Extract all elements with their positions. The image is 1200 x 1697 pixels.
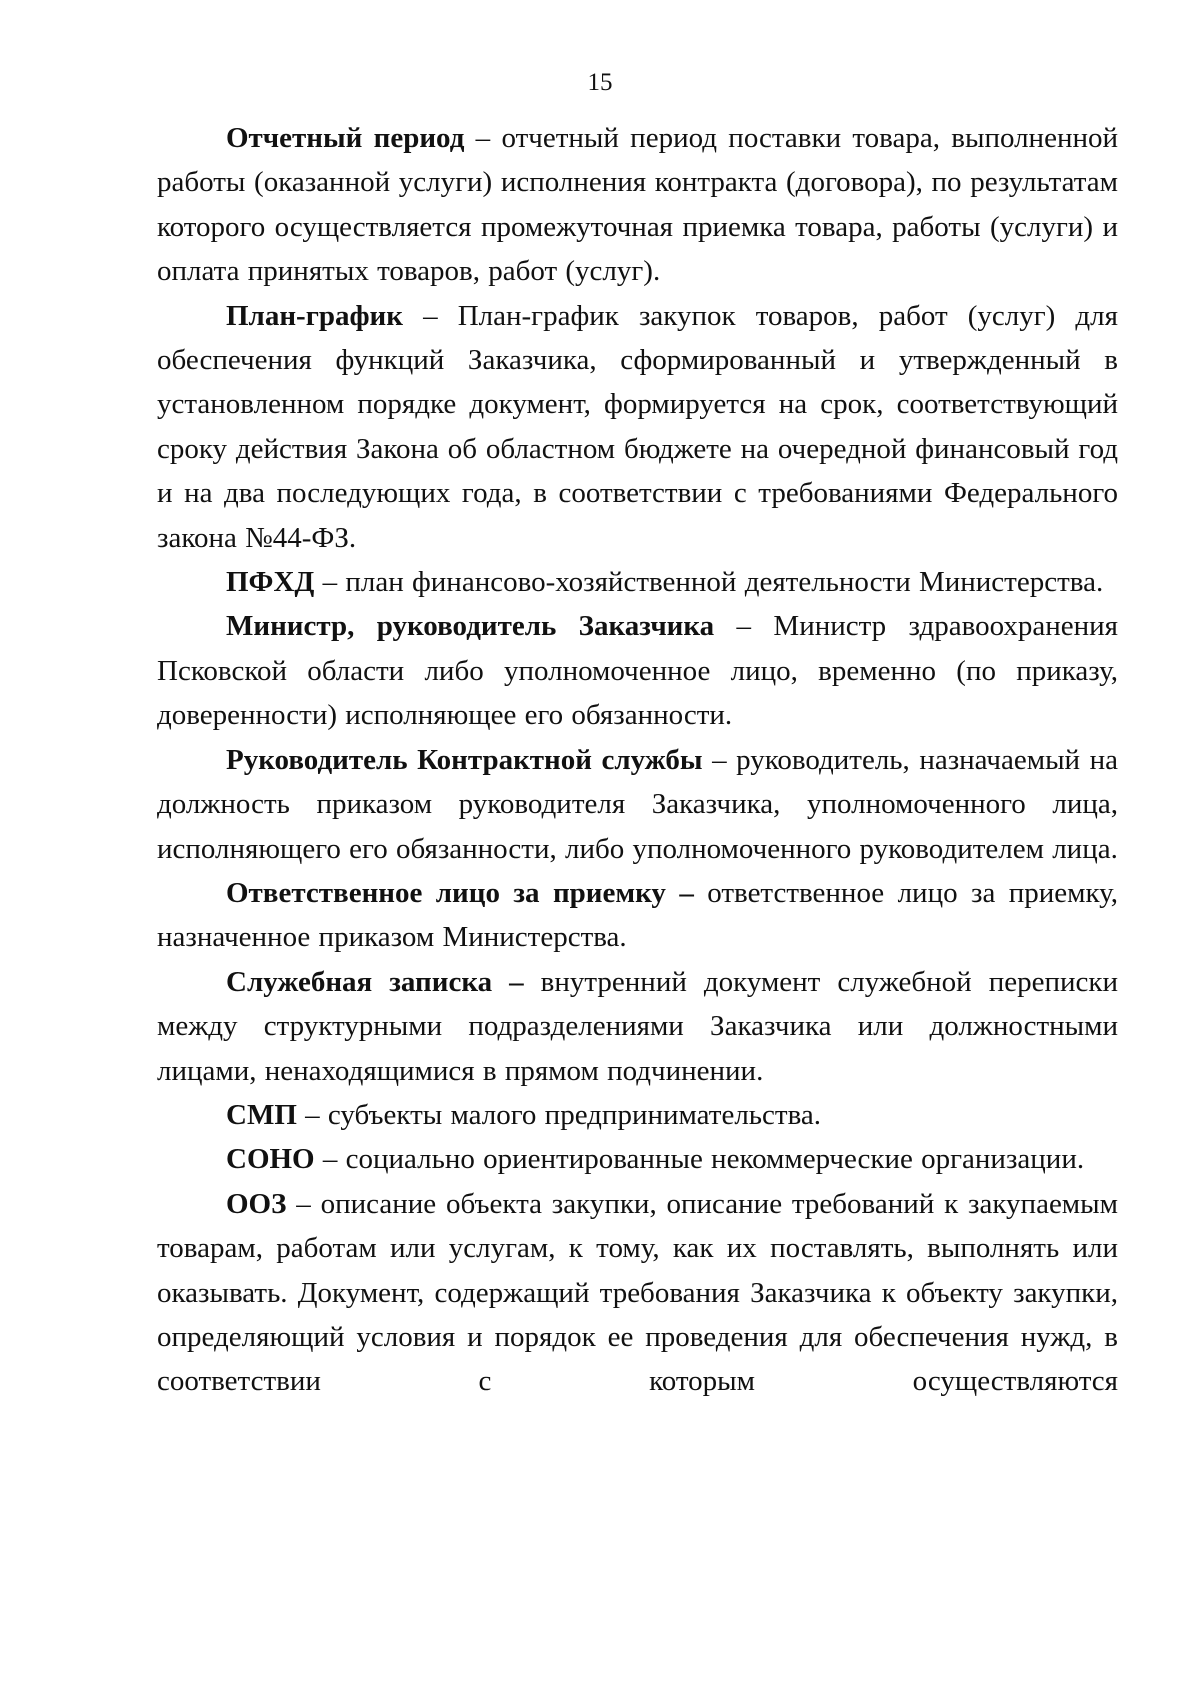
definitions-list [157, 116, 1118, 1404]
definition-term: СМП [226, 1098, 297, 1131]
definition-separator [694, 877, 707, 909]
definition-separator: – [314, 566, 346, 599]
definition-separator: – [714, 610, 774, 643]
definition-paragraph [157, 1182, 1118, 1404]
definition-text: ответственное лицо за приемку, назначенное приказом Министерства. [157, 876, 1119, 954]
definition-paragraph [157, 738, 1118, 871]
definition-text: описание объекта закупки, описание требований к закупаемым товарам, работам или услугам, к тому, как их поставлять, выполнять или оказывать. Документ, содержащий требования Заказчика к объекту закупки, определяющий условия и порядок ее проведения для обеспечения нужд, в соответствии с которым осуществляются [157, 1187, 1118, 1398]
page-number: 15 [587, 69, 613, 96]
definition-separator: – [402, 299, 458, 332]
definition-text: План-график закупок товаров, работ (услуг) для обеспечения функций Заказчика, сформированный и утвержденный в установленном порядке документ, формируется на срок, соответствующий сроку действия Закона об областном бюджете на очередной финансовый год и на два последующих года, в соответствии с требованиями Федерального закона №44-ФЗ. [157, 299, 1118, 554]
definition-text: руководитель, назначаемый на должность приказом руководителя Заказчика, уполномоченного лица, исполняющего его обязанности, либо уполномоченного руководителем лица. [157, 743, 1118, 865]
definition-paragraph [157, 960, 1118, 1093]
definition-text: внутренний документ служебной переписки между структурными подразделениями Заказчика или должностными лицами, ненаходящимися в прямом подчинении. [157, 965, 1118, 1087]
definition-term: План-график [226, 299, 403, 332]
definition-term: Отчетный период [226, 122, 465, 154]
definition-separator: – [314, 1143, 346, 1176]
definition-separator: – [702, 743, 737, 776]
definition-separator: – [286, 1187, 321, 1220]
definition-term: Ответственное лицо за приемку – [226, 876, 694, 909]
definition-paragraph [157, 116, 1118, 294]
definition-paragraph [157, 294, 1118, 560]
definition-term: СОНО [226, 1143, 315, 1176]
definition-separator: – [296, 1098, 328, 1131]
definition-separator: – [464, 122, 502, 154]
definition-paragraph [157, 1137, 1118, 1181]
definition-term: Министр, руководитель Заказчика [226, 610, 715, 643]
definition-paragraph [157, 604, 1118, 737]
definition-text: отчетный период поставки товара, выполненной работы (оказанной услуги) исполнения контракта (договора), по результатам которого осуществляется промежуточная приемка товара, работы (услуги) и оплата принятых товаров, работ (услуг). [157, 122, 1119, 288]
definition-text: социально ориентированные некоммерческие организации. [345, 1143, 1085, 1176]
definition-text: субъекты малого предпринимательства. [327, 1098, 822, 1131]
definition-paragraph [157, 560, 1118, 604]
definition-term: Служебная записка – [226, 965, 524, 998]
definition-text: план финансово-хозяйственной деятельности Министерства. [345, 566, 1104, 599]
definition-term: ООЗ [226, 1187, 287, 1220]
definition-term: ПФХД [226, 566, 315, 599]
definition-term: Руководитель Контрактной службы [226, 743, 703, 776]
definition-text: Министр здравоохранения Псковской области либо уполномоченное лицо, временно (по приказу, доверенности) исполняющее его обязанности. [157, 610, 1118, 732]
definition-paragraph [157, 871, 1118, 960]
definition-separator [524, 966, 541, 998]
definition-paragraph [157, 1093, 1118, 1137]
